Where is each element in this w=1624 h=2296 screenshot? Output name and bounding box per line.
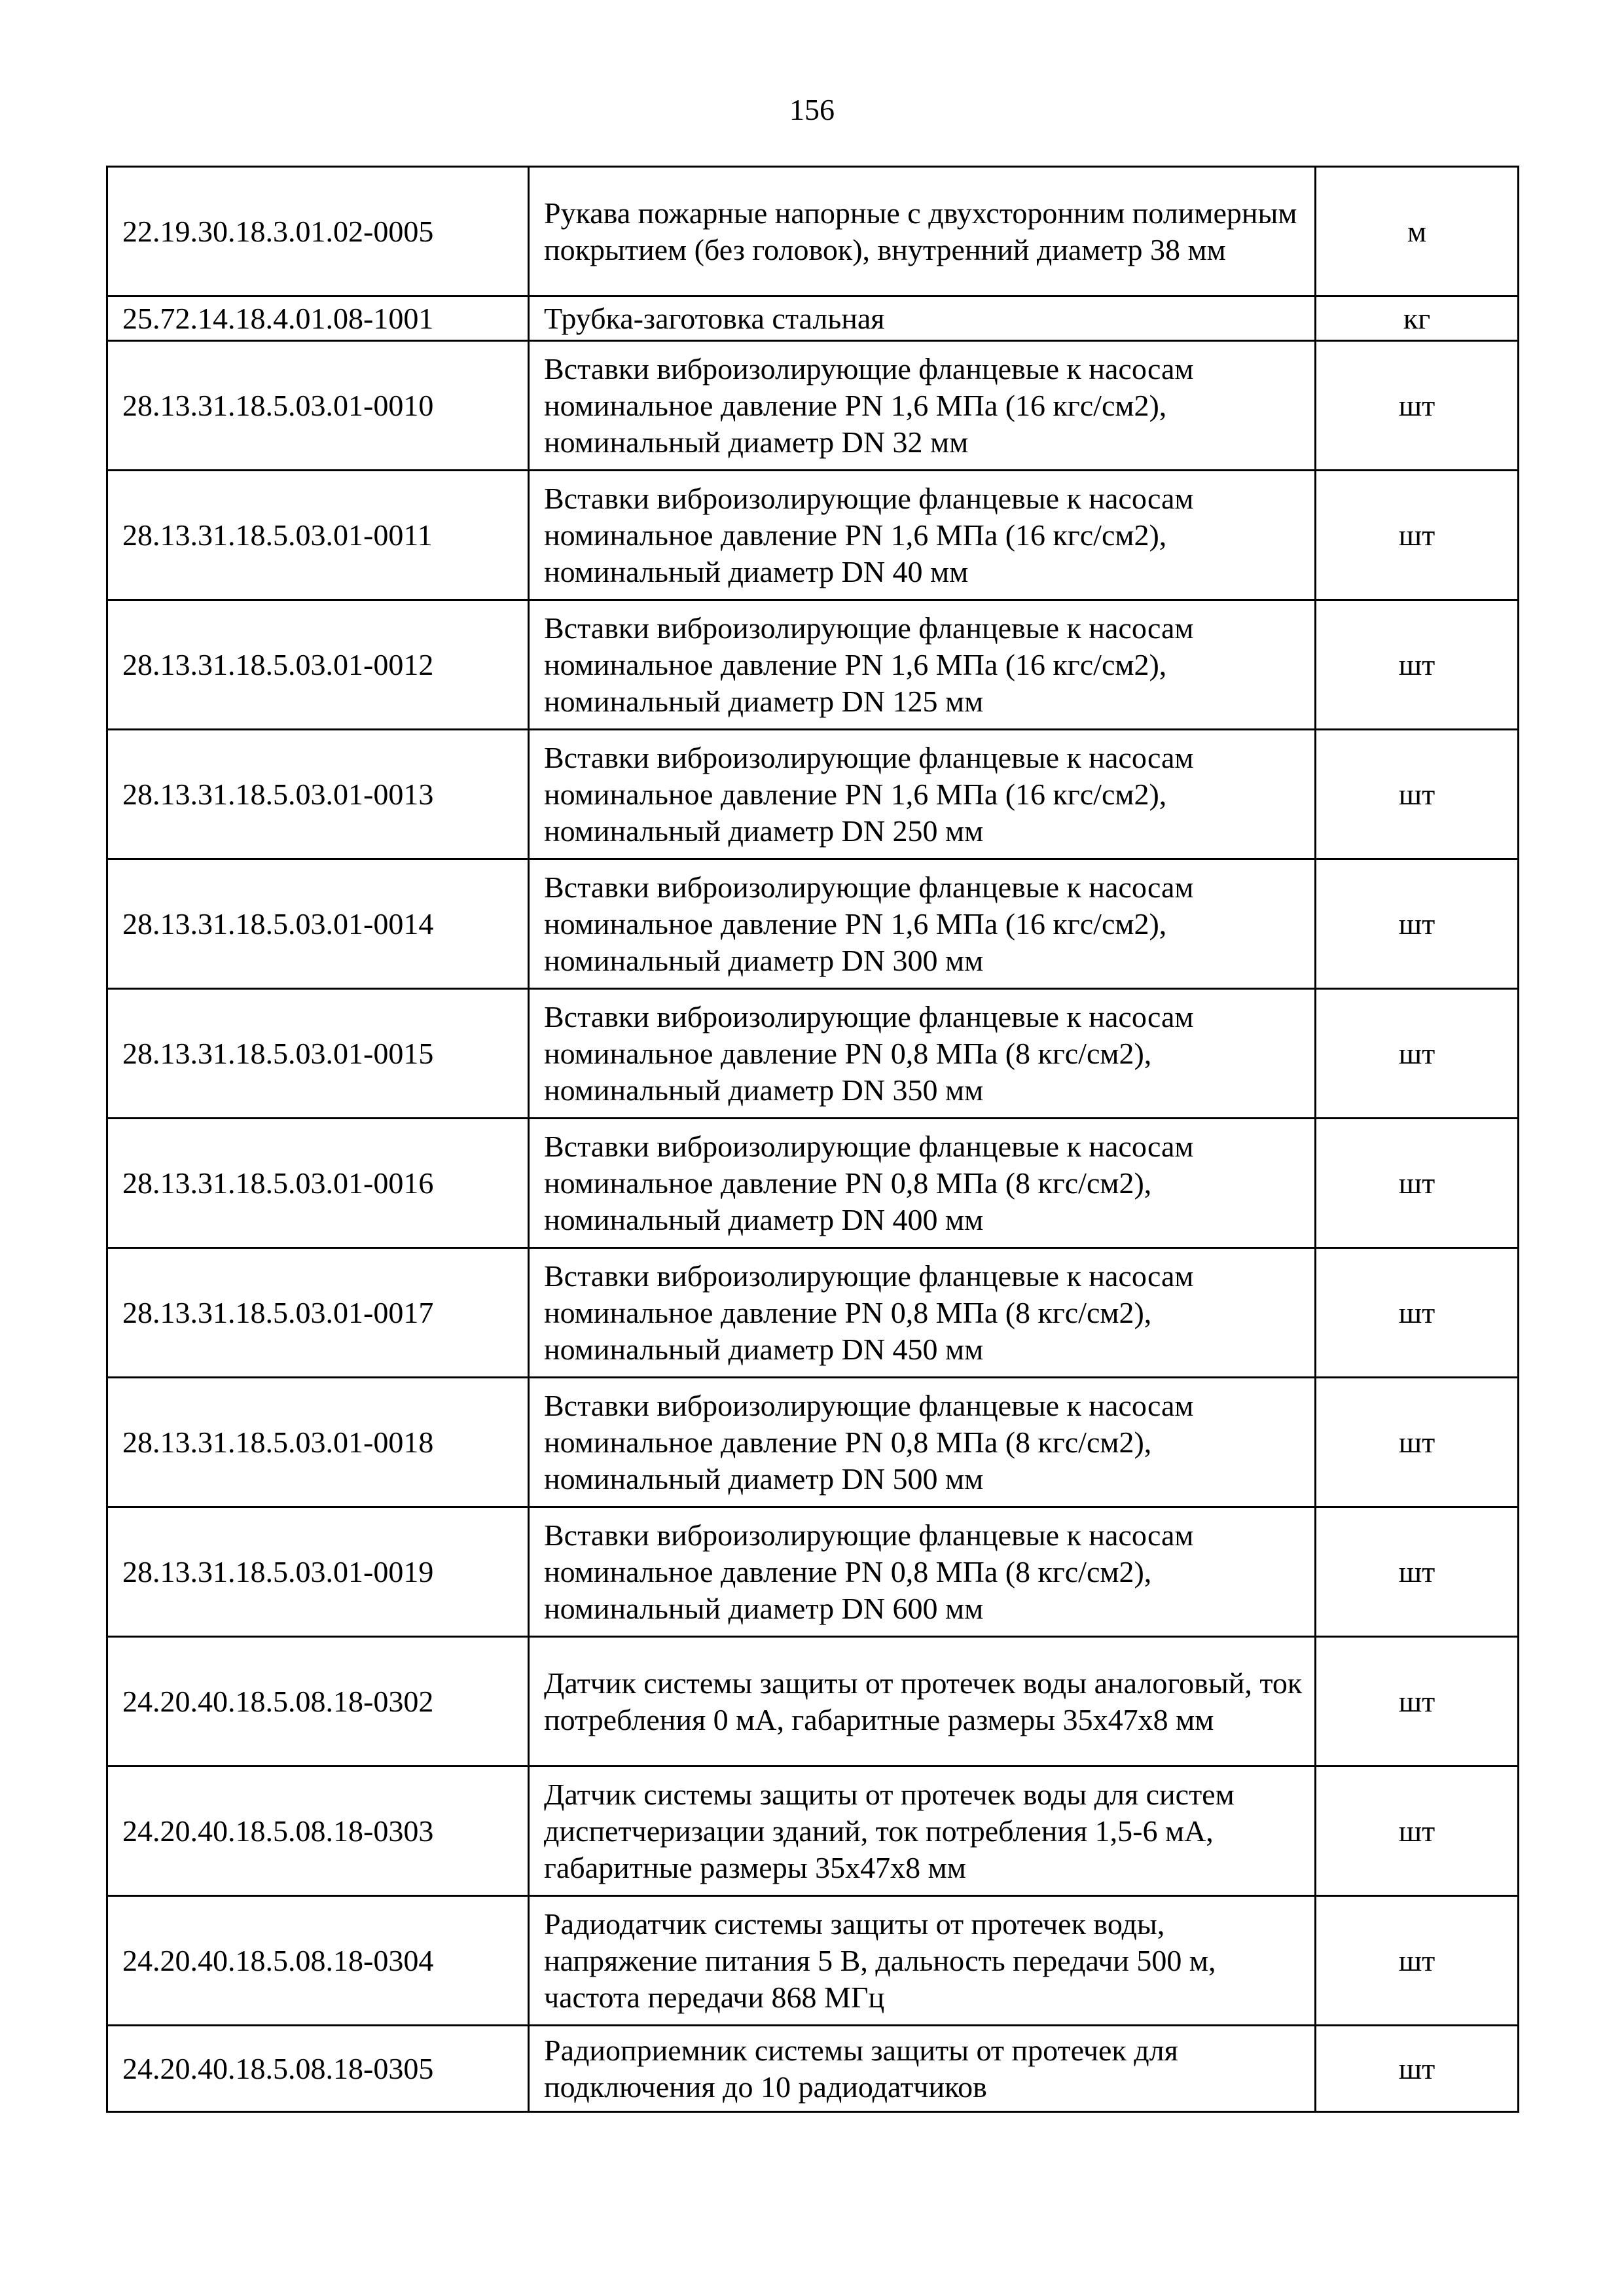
resource-unit: шт xyxy=(1316,2026,1519,2112)
resource-unit: шт xyxy=(1316,989,1519,1119)
resource-name: Вставки виброизолирующие фланцевые к насосам номинальное давление PN 1,6 МПа (16 кгс/см2), номинальный диаметр DN 40 мм xyxy=(529,471,1316,600)
resource-unit: шт xyxy=(1316,1119,1519,1248)
table-row xyxy=(107,1248,1519,1378)
resource-unit: шт xyxy=(1316,1767,1519,1896)
resource-name: Радиоприемник системы защиты от протечек для подключения до 10 радиодатчиков xyxy=(529,2026,1316,2112)
resource-name: Вставки виброизолирующие фланцевые к насосам номинальное давление PN 0,8 МПа (8 кгс/см2), номинальный диаметр DN 450 мм xyxy=(529,1248,1316,1378)
resource-unit: шт xyxy=(1316,1896,1519,2026)
table-row xyxy=(107,1507,1519,1637)
table-row xyxy=(107,1378,1519,1507)
resource-unit: шт xyxy=(1316,1637,1519,1767)
table-row xyxy=(107,471,1519,600)
table-row xyxy=(107,730,1519,859)
resource-name: Рукава пожарные напорные с двухсторонним полимерным покрытием (без головок), внутренний диаметр 38 мм xyxy=(529,167,1316,296)
resource-name: Вставки виброизолирующие фланцевые к насосам номинальное давление PN 0,8 МПа (8 кгс/см2), номинальный диаметр DN 600 мм xyxy=(529,1507,1316,1637)
resource-name: Радиодатчик системы защиты от протечек воды, напряжение питания 5 В, дальность передачи 500 м, частота передачи 868 МГц xyxy=(529,1896,1316,2026)
resource-unit: м xyxy=(1316,167,1519,296)
resource-code: 28.13.31.18.5.03.01-0015 xyxy=(107,989,529,1119)
resource-code: 28.13.31.18.5.03.01-0016 xyxy=(107,1119,529,1248)
resource-name: Вставки виброизолирующие фланцевые к насосам номинальное давление PN 1,6 МПа (16 кгс/см2), номинальный диаметр DN 125 мм xyxy=(529,600,1316,730)
resource-code: 28.13.31.18.5.03.01-0013 xyxy=(107,730,529,859)
resource-unit: шт xyxy=(1316,1248,1519,1378)
resource-code: 22.19.30.18.3.01.02-0005 xyxy=(107,167,529,296)
table-row xyxy=(107,1119,1519,1248)
resource-name: Вставки виброизолирующие фланцевые к насосам номинальное давление PN 0,8 МПа (8 кгс/см2), номинальный диаметр DN 500 мм xyxy=(529,1378,1316,1507)
table-row xyxy=(107,859,1519,989)
table-row xyxy=(107,2026,1519,2112)
resource-name: Вставки виброизолирующие фланцевые к насосам номинальное давление PN 0,8 МПа (8 кгс/см2), номинальный диаметр DN 400 мм xyxy=(529,1119,1316,1248)
table-row xyxy=(107,1637,1519,1767)
table-row xyxy=(107,1896,1519,2026)
table-row xyxy=(107,167,1519,296)
resource-unit: шт xyxy=(1316,1507,1519,1637)
resource-code: 28.13.31.18.5.03.01-0011 xyxy=(107,471,529,600)
resource-unit: шт xyxy=(1316,859,1519,989)
table-row xyxy=(107,989,1519,1119)
resource-name: Вставки виброизолирующие фланцевые к насосам номинальное давление PN 1,6 МПа (16 кгс/см2), номинальный диаметр DN 300 мм xyxy=(529,859,1316,989)
table-row xyxy=(107,600,1519,730)
resource-code: 24.20.40.18.5.08.18-0303 xyxy=(107,1767,529,1896)
resource-name: Вставки виброизолирующие фланцевые к насосам номинальное давление PN 1,6 МПа (16 кгс/см2), номинальный диаметр DN 32 мм xyxy=(529,341,1316,471)
resource-unit: кг xyxy=(1316,296,1519,341)
resource-code: 28.13.31.18.5.03.01-0012 xyxy=(107,600,529,730)
resource-name: Датчик системы защиты от протечек воды аналоговый, ток потребления 0 мА, габаритные размеры 35x47x8 мм xyxy=(529,1637,1316,1767)
resource-code: 24.20.40.18.5.08.18-0302 xyxy=(107,1637,529,1767)
resource-name: Вставки виброизолирующие фланцевые к насосам номинальное давление PN 0,8 МПа (8 кгс/см2), номинальный диаметр DN 350 мм xyxy=(529,989,1316,1119)
resource-unit: шт xyxy=(1316,600,1519,730)
resource-name: Трубка-заготовка стальная xyxy=(529,296,1316,341)
resource-name: Вставки виброизолирующие фланцевые к насосам номинальное давление PN 1,6 МПа (16 кгс/см2), номинальный диаметр DN 250 мм xyxy=(529,730,1316,859)
table-row xyxy=(107,341,1519,471)
resource-code: 25.72.14.18.4.01.08-1001 xyxy=(107,296,529,341)
resource-code: 28.13.31.18.5.03.01-0010 xyxy=(107,341,529,471)
resource-unit: шт xyxy=(1316,730,1519,859)
resource-code: 28.13.31.18.5.03.01-0019 xyxy=(107,1507,529,1637)
resource-unit: шт xyxy=(1316,341,1519,471)
page-number: 156 xyxy=(789,93,835,126)
resource-unit: шт xyxy=(1316,471,1519,600)
resource-table xyxy=(106,166,1519,2113)
resource-code: 28.13.31.18.5.03.01-0014 xyxy=(107,859,529,989)
resource-code: 24.20.40.18.5.08.18-0305 xyxy=(107,2026,529,2112)
resource-code: 28.13.31.18.5.03.01-0018 xyxy=(107,1378,529,1507)
table-row xyxy=(107,296,1519,341)
resource-name: Датчик системы защиты от протечек воды для систем диспетчеризации зданий, ток потребления 1,5-6 мА, габаритные размеры 35x47x8 мм xyxy=(529,1767,1316,1896)
resource-code: 24.20.40.18.5.08.18-0304 xyxy=(107,1896,529,2026)
resource-unit: шт xyxy=(1316,1378,1519,1507)
resource-code: 28.13.31.18.5.03.01-0017 xyxy=(107,1248,529,1378)
table-row xyxy=(107,1767,1519,1896)
